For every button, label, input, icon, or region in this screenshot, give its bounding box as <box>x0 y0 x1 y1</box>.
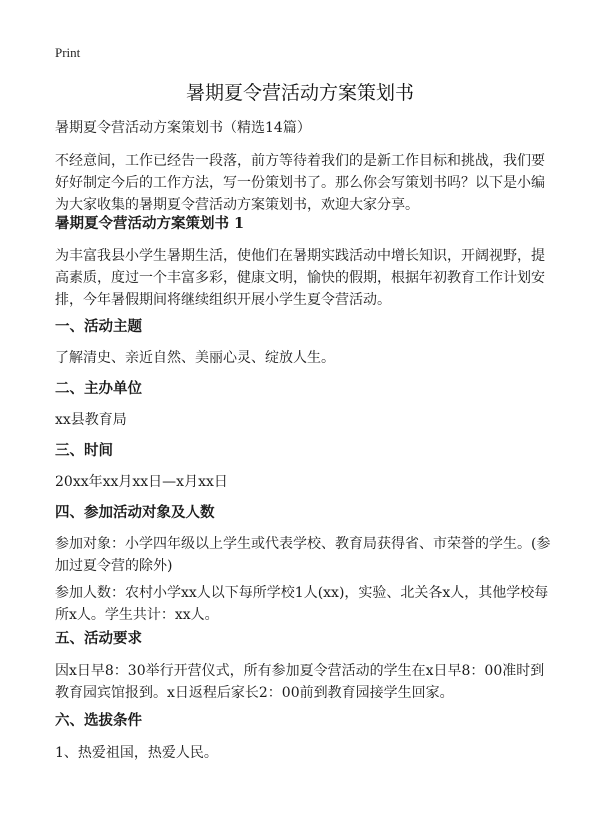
heading-organizer: 二、主办单位 <box>55 380 142 397</box>
document-subtitle: 暑期夏令营活动方案策划书（精选14篇） <box>55 120 311 136</box>
purpose-paragraph: 为丰富我县小学生暑期生活，使他们在暑期实践活动中增长知识，开阔视野，提高素质，度过一个丰富多彩，健康文明，愉快的假期，根据年初教育工作计划安排，今年暑假期间将继续组织开展小学生夏令营活动。 <box>55 248 545 308</box>
section-heading: 暑期夏令营活动方案策划书 1 <box>55 215 245 232</box>
condition-item: 1、热爱祖国，热爱人民。 <box>55 745 218 761</box>
print-link[interactable]: Print <box>55 45 81 60</box>
participants-text: 参加对象：小学四年级以上学生或代表学校、教育局获得省、市荣誉的学生。(参加过夏令营的除外) <box>55 536 551 574</box>
theme-text: 了解清史、亲近自然、美丽心灵、绽放人生。 <box>55 350 335 366</box>
organizer-text: xx县教育局 <box>55 412 127 428</box>
intro-paragraph: 不经意间，工作已经告一段落，前方等待着我们的是新工作目标和挑战，我们要好好制定今后的工作方法，写一份策划书了。那么你会写策划书吗？以下是小编为大家收集的暑期夏令营活动方案策划书，欢迎大家分享。 <box>55 153 545 213</box>
document-title: 暑期夏令营活动方案策划书 <box>185 82 414 104</box>
heading-time: 三、时间 <box>55 442 113 459</box>
requirements-text: 因x日早8：30举行开营仪式，所有参加夏令营活动的学生在x日早8：00准时到教育园宾馆报到。x日返程后家长2：00前到教育园接学生回家。 <box>55 663 545 701</box>
heading-participants: 四、参加活动对象及人数 <box>55 504 215 521</box>
heading-theme: 一、活动主题 <box>55 318 142 335</box>
heading-requirements: 五、活动要求 <box>55 630 142 647</box>
time-text: 20xx年xx月xx日—x月xx日 <box>55 474 228 490</box>
numbers-text: 参加人数：农村小学xx人以下每所学校1人(xx)，实验、北关各x人，其他学校每所x人。学生共计：xx人。 <box>55 585 549 623</box>
heading-conditions: 六、选拔条件 <box>55 712 142 729</box>
